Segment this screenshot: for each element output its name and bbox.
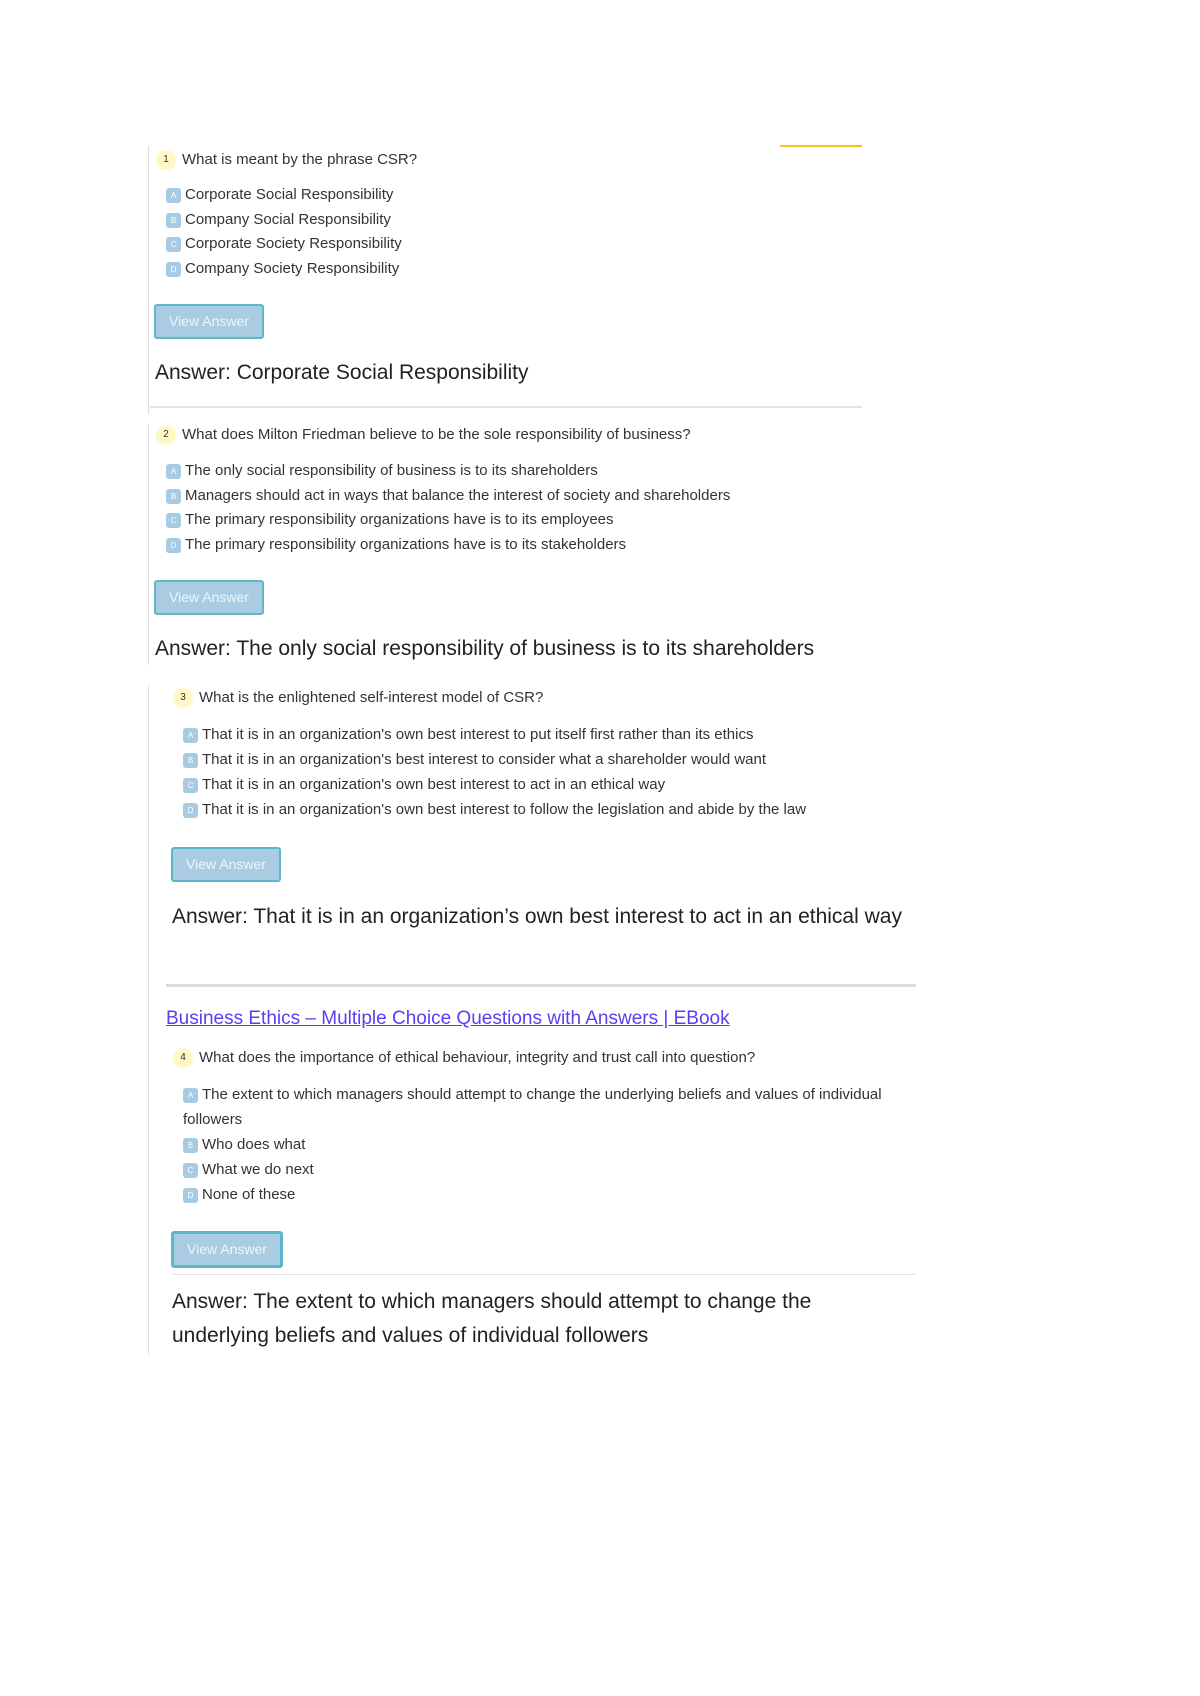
question-number: 3 bbox=[173, 688, 193, 708]
option-text: What we do next bbox=[202, 1161, 314, 1178]
question-4 bbox=[173, 1048, 755, 1068]
option-text: None of these bbox=[202, 1186, 296, 1203]
question-number: 2 bbox=[156, 425, 176, 445]
divider bbox=[148, 146, 149, 414]
option-a[interactable] bbox=[166, 462, 598, 479]
option-b[interactable] bbox=[183, 1136, 305, 1153]
divider bbox=[148, 685, 149, 1355]
option-text: Corporate Social Responsibility bbox=[185, 186, 394, 203]
option-a[interactable] bbox=[183, 726, 753, 743]
option-text: The extent to which managers should attempt to change the underlying beliefs and values of individual followers bbox=[183, 1086, 882, 1128]
option-d[interactable] bbox=[166, 536, 626, 553]
option-c[interactable] bbox=[166, 511, 614, 528]
question-number: 1 bbox=[156, 150, 176, 170]
option-c[interactable] bbox=[183, 1161, 314, 1178]
option-letter: B bbox=[183, 753, 198, 768]
option-text: Company Social Responsibility bbox=[185, 211, 391, 228]
question-2 bbox=[156, 425, 691, 445]
option-d[interactable] bbox=[183, 801, 806, 818]
answer-text: Answer: The extent to which managers should attempt to change the underlying beliefs and values of individual followers bbox=[172, 1290, 812, 1347]
option-text: The primary responsibility organizations have is to its stakeholders bbox=[185, 536, 627, 553]
question-text: What is meant by the phrase CSR? bbox=[182, 150, 418, 168]
question-number: 4 bbox=[173, 1048, 193, 1068]
answer-text: Answer: That it is in an organization’s own best interest to act in an ethical way bbox=[172, 905, 902, 928]
option-b[interactable] bbox=[183, 751, 766, 768]
option-b[interactable] bbox=[166, 487, 730, 504]
option-letter: C bbox=[183, 1163, 198, 1178]
option-text: That it is in an organization's own best interest to put itself first rather than its ethics bbox=[202, 726, 754, 743]
option-text: That it is in an organization's own best interest to act in an ethical way bbox=[202, 776, 666, 793]
option-letter: B bbox=[166, 489, 181, 504]
option-text: The primary responsibility organizations have is to its employees bbox=[185, 511, 614, 528]
divider bbox=[172, 1274, 916, 1275]
question-1 bbox=[156, 150, 417, 170]
question-text: What does the importance of ethical behaviour, integrity and trust call into question? bbox=[199, 1048, 756, 1066]
option-text: Who does what bbox=[202, 1136, 306, 1153]
option-letter: B bbox=[166, 213, 181, 228]
option-a[interactable] bbox=[183, 1082, 903, 1132]
option-letter: A bbox=[183, 728, 198, 743]
option-text: That it is in an organization's own best interest to follow the legislation and abide by the law bbox=[202, 801, 807, 818]
option-text: That it is in an organization's best interest to consider what a shareholder would want bbox=[202, 751, 767, 768]
divider bbox=[150, 406, 862, 408]
question-text: What is the enlightened self-interest model of CSR? bbox=[199, 688, 544, 706]
view-answer-button[interactable]: View Answer bbox=[154, 304, 264, 339]
accent-line bbox=[780, 145, 862, 147]
ebook-link[interactable]: Business Ethics – Multiple Choice Questions with Answers | EBook bbox=[166, 1008, 730, 1029]
option-text: Company Society Responsibility bbox=[185, 260, 400, 277]
option-text: The only social responsibility of business is to its shareholders bbox=[185, 462, 598, 479]
view-answer-button[interactable]: View Answer bbox=[171, 847, 281, 882]
option-c[interactable] bbox=[166, 235, 402, 252]
answer-text: Answer: Corporate Social Responsibility bbox=[155, 361, 529, 384]
option-letter: D bbox=[183, 1188, 198, 1203]
option-letter: C bbox=[166, 237, 181, 252]
view-answer-button[interactable]: View Answer bbox=[171, 1231, 283, 1268]
option-letter: A bbox=[183, 1088, 198, 1103]
option-text: Managers should act in ways that balance the interest of society and shareholders bbox=[185, 487, 731, 504]
question-3 bbox=[173, 688, 543, 708]
question-text: What does Milton Friedman believe to be the sole responsibility of business? bbox=[182, 425, 691, 443]
option-letter: D bbox=[166, 262, 181, 277]
option-b[interactable] bbox=[166, 211, 391, 228]
divider bbox=[166, 984, 916, 987]
option-a[interactable] bbox=[166, 186, 393, 203]
option-letter: C bbox=[183, 778, 198, 793]
option-text: Corporate Society Responsibility bbox=[185, 235, 402, 252]
option-d[interactable] bbox=[183, 1186, 295, 1203]
view-answer-button[interactable]: View Answer bbox=[154, 580, 264, 615]
option-letter: A bbox=[166, 188, 181, 203]
option-c[interactable] bbox=[183, 776, 665, 793]
option-letter: C bbox=[166, 513, 181, 528]
divider bbox=[148, 425, 149, 665]
option-letter: D bbox=[183, 803, 198, 818]
answer-text: Answer: The only social responsibility of business is to its shareholders bbox=[155, 637, 815, 660]
option-letter: B bbox=[183, 1138, 198, 1153]
option-letter: D bbox=[166, 538, 181, 553]
option-letter: A bbox=[166, 464, 181, 479]
option-d[interactable] bbox=[166, 260, 399, 277]
